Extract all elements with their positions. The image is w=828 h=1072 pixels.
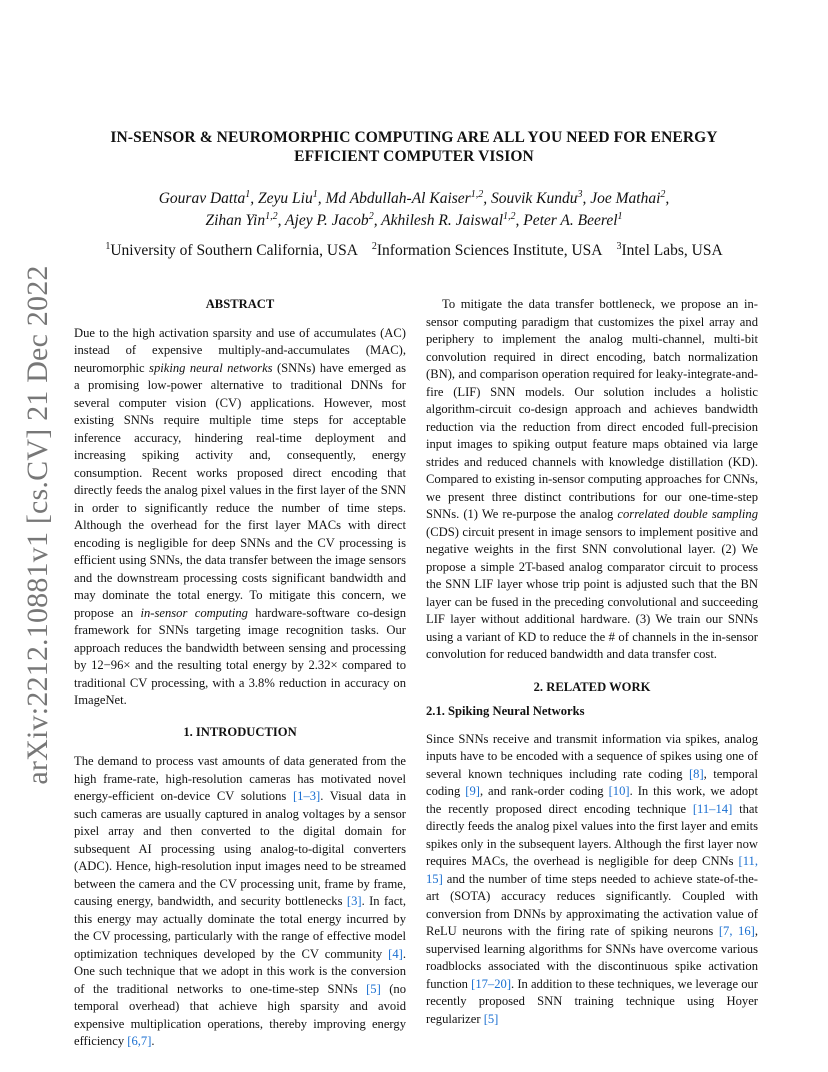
affiliation-intel: Intel Labs, USA [621,242,723,259]
author-name: Souvik Kundu [490,190,578,207]
citation-link[interactable]: [4] [388,946,403,961]
arxiv-identifier-text: arXiv:2212.10881v1 [cs.CV] 21 Dec 2022 [21,265,54,785]
affiliation-usc: University of Southern California, USA [110,242,358,259]
author-name: Ajey P. Jacob [285,212,369,229]
author-name: Akhilesh R. Jaiswal [381,212,503,229]
author-line-2: Zihan Yin$^{1,2}$, Ajey P. Jacob$^2$, Akhilesh R. Jaiswal$^{1,2}$, Peter A. Beerel$^1$ [205,210,623,229]
abstract-emphasis: in-sensor computing [140,605,248,620]
author-list [74,188,754,232]
affil-sup: 1 [105,240,111,252]
citation-link[interactable]: [3] [346,894,362,908]
snn-subheading: 2.1. Spiking Neural Networks [426,704,585,718]
citation-link[interactable]: [10] [608,784,630,798]
citation-link[interactable]: [8] [688,766,704,781]
affil-sup: 3 [616,240,622,252]
author-name: Zeyu Liu [258,190,313,207]
affiliations [74,240,754,262]
citation-link[interactable]: [7, 16] [718,924,755,938]
intro-emphasis: correlated double sampling [617,507,758,521]
author-name: Zihan Yin [205,212,266,229]
affiliation-isi: Information Sciences Institute, USA [376,242,603,259]
arxiv-identifier-stamp [18,265,58,785]
author-affil-sup: 1,2 [503,210,516,222]
citation-link[interactable]: [5] [483,1011,499,1026]
author-affil-sup: 1 [617,210,623,222]
citation-link[interactable]: [11–14] [692,801,733,816]
author-name: Joe Mathai [590,190,661,207]
author-affil-sup: 1,2 [470,188,484,200]
citation-link[interactable]: [9] [465,784,480,798]
author-line-1: Gourav Datta$^1$, Zeyu Liu$^1$, Md Abdullah-Al Kaiser$^{1,2}$, Souvik Kundu$^3$, Joe Mathai$^2$, [158,188,670,207]
citation-link[interactable]: [5] [366,981,381,996]
introduction-heading: 1. INTRODUCTION [183,724,297,739]
abstract-emphasis: spiking neural networks [149,360,273,375]
author-name: Peter A. Beerel [523,212,618,229]
citation-link[interactable]: [1–3] [292,789,321,803]
right-column [426,296,758,1028]
citation-link[interactable]: [11, 15] [426,854,758,886]
author-name: Gourav Datta [158,190,246,207]
citation-link[interactable]: [17–20] [471,976,512,991]
author-affil-sup: 2 [660,188,666,200]
paper-title [74,128,754,166]
left-column [74,296,406,1051]
author-affil-sup: 3 [577,188,583,200]
intro-continuation: To mitigate the data transfer bottleneck, we propose an in-sensor computing paradigm that customizes the pixel array and periphery to implement the analog multi-channel, multi-bit convolution required in direct encoding, batch normalization (BN), and comparison operation required for leaky-integrate-and-fire (LIF) SNN models. Our solution includes a holistic algorithm-circuit co-design approach and achieves bandwidth reduction via the reduction from direct encoded full-precision input images to spiking output feature maps obtained via large strides and reduced channels with knowledge distillation (KD). Compared to existing in-sensor computing approaches for CNNs, we present three distinct contributions for our one-time-step SNNs. (1) We re-purpose the analog correlated double sampling (CDS) circuit present in image sensors to implement positive and negative weights in the first SNN convolutional layer. (2) We propose a simple 2T-based analog comparator circuit to process the SNN LIF layer whose trip point is adjusted such that the BN layer can be fused in the preceding convolutional and succeeding LIF layer without additional hardware. (3) We train our SNNs using a variant of KD to reduce the # of channels in the in-sensor convolution for reduced bandwidth and data transfer cost. [426,297,758,661]
citation-link[interactable]: [6,7] [127,1034,152,1048]
abstract-heading: ABSTRACT [205,297,275,311]
author-affil-sup: 1 [245,188,251,200]
author-affil-sup: 1,2 [265,210,278,222]
related-work-heading: 2. RELATED WORK [533,679,651,694]
related-work-body: Since SNNs receive and transmit information via spikes, analog inputs have to be encoded with a sequence of spikes using one of several known techniques including rate coding [8], temporal coding [9], and rank-order coding [10]. In this work, we adopt the recently proposed direct encoding technique [11–14] that directly feeds the analog pixel values into the first layer and emits spikes only in the subsequent layers. Although the first layer now requires MACs, the overhead is negligible for deep CNNs [11, 15] and the number of time steps needed to achieve state-of-the-art (SOTA) accuracy reduces significantly. Coupled with conversion from DNNs by approximating the activation value of ReLU neurons with the firing rate of spiking neurons [7, 16], supervised learning algorithms for SNNs have overcome various roadblocks associated with the discontinuous spike activation function [17–20]. In addition to these techniques, we leverage our recently proposed SNN training technique using Hoyer regularizer [5] [426,731,758,1026]
author-affil-sup: 1 [312,188,318,200]
title-line-1: IN-SENSOR & NEUROMORPHIC COMPUTING ARE ALL YOU NEED FOR ENERGY [110,129,718,146]
affil-sup: 2 [371,240,377,252]
abstract-body: Due to the high activation sparsity and use of accumulates (AC) instead of expensive multiply-and-accumulates (MAC), neuromorphic spiking neural networks (SNNs) have emerged as a promising low-power alternative to traditional DNNs for several computer vision (CV) applications. However, most existing SNNs require multiple time steps for acceptable inference accuracy, hindering real-time deployment and increasing spiking activity and, consequently, energy consumption. Recent works proposed direct encoding that directly feeds the analog pixel values in the first layer of the SNN in order to significantly reduce the number of time steps. Although the overhead for the first layer MACs with direct encoding is negligible for deep SNNs and the CV processing is efficient using SNNs, the data transfer between the image sensors and the downstream processing costs significant bandwidth and may dominate the total energy. To mitigate this concern, we propose an in-sensor computing hardware-software co-design framework for SNNs targeting image recognition tasks. Our approach reduces the bandwidth between sensing and processing by 12−96× and the resulting total energy by 2.32× compared to traditional CV processing, with a 3.8% reduction in accuracy on ImageNet. [74,325,407,707]
author-affil-sup: 2 [368,210,374,222]
title-line-2: EFFICIENT COMPUTER VISION [294,148,534,165]
introduction-body: The demand to process vast amounts of data generated from the high frame-rate, high-resolution cameras has motivated novel energy-efficient on-device CV solutions [1–3]. Visual data in such cameras are usually captured in analog voltages by a sensor pixel array and then converted to the digital domain for subsequent AI processing using analog-to-digital converters (ADC). Hence, high-resolution input images need to be streamed between the camera and the CV processing unit, frame by frame, causing energy, bandwidth, and security bottlenecks [3]. In fact, this energy may actually dominate the total energy incurred by the CV processing, particularly with the range of effective model optimization techniques developed by the CV community [4]. One such technique that we adopt in this work is the conversion of the traditional networks to one-time-step SNNs [5] (no temporal overhead) that achieve high sparsity and avoid expensive multiplication operations, thereby improving energy efficiency [6,7]. [74,754,407,1048]
author-name: Md Abdullah-Al Kaiser [325,190,471,207]
